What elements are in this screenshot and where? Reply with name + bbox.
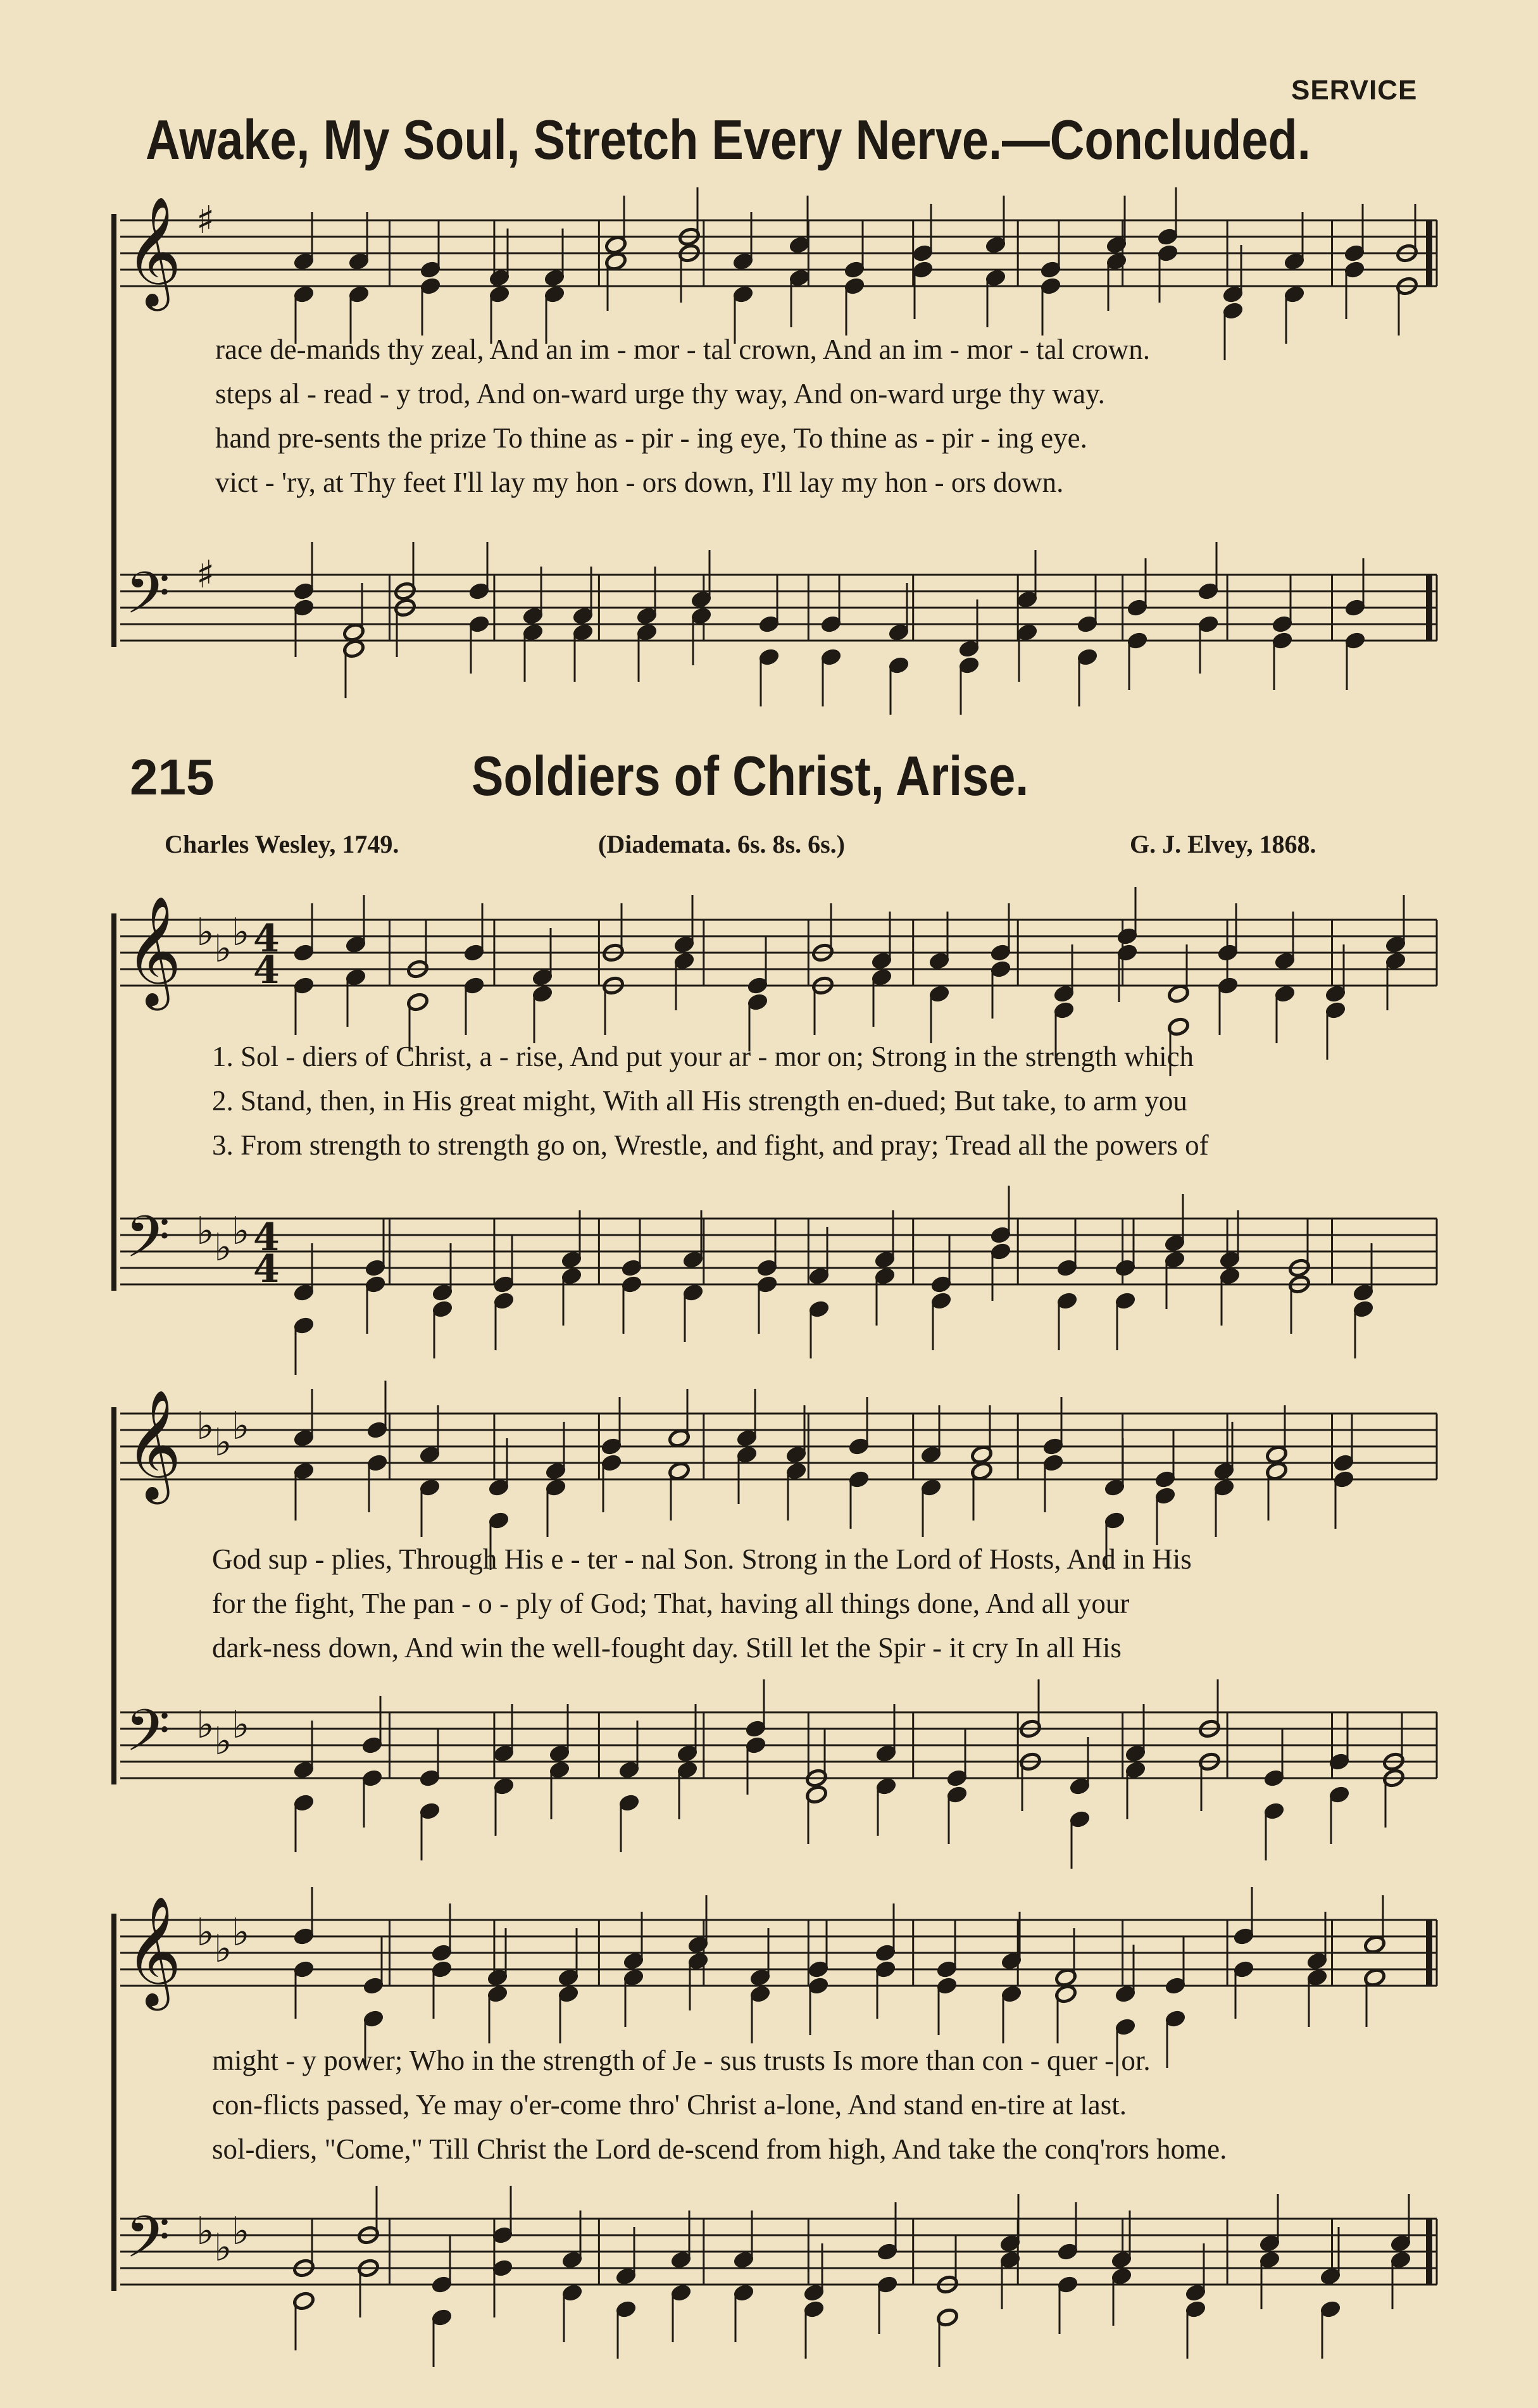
bass-clef-icon: 𝄢 (125, 1697, 170, 1778)
verse-line: sol-diers, "Come," Till Christ the Lord de-scend from high, And take the conq'rors home. (212, 2133, 1227, 2165)
verse-line: God sup - plies, Through His e - ter - nal Son. Strong in the Lord of Hosts, And in His (212, 1543, 1192, 1575)
flat-icon: ♭ (196, 910, 215, 955)
flat-icon: ♭ (232, 2209, 250, 2254)
flat-icon: ♭ (214, 1420, 232, 1465)
verse-line: race de-mands thy zeal, And an im - mor - tal crown, And an im - mor - tal crown. (215, 334, 1151, 365)
treble-clef-icon: 𝄞 (125, 196, 182, 306)
flat-icon: ♭ (232, 1703, 250, 1747)
verse-line: for the fight, The pan - o - ply of God; That, having all things done, And all your (212, 1588, 1130, 1619)
treble-clef-icon: 𝄞 (125, 896, 182, 1006)
verse-line: 2. Stand, then, in His great might, With all His strength en-dued; But take, to arm you (212, 1085, 1187, 1117)
time-signature: 4 (253, 1247, 280, 1291)
flat-icon: ♭ (214, 1927, 232, 1971)
treble-clef-icon: 𝄞 (125, 1389, 182, 1500)
verse-line: 1. Sol - diers of Christ, a - rise, And put your ar - mor on; Strong in the strength which (212, 1041, 1194, 1072)
bass-clef-icon: 𝄢 (125, 1203, 170, 1284)
hymn-author: Charles Wesley, 1749. (165, 830, 399, 858)
flat-icon: ♭ (214, 1719, 232, 1764)
flat-icon: ♭ (214, 2226, 232, 2270)
flat-icon: ♭ (196, 1910, 215, 1955)
verse-line: dark-ness down, And win the well-fought day. Still let the Spir - it cry In all His (212, 1632, 1122, 1664)
time-signature: 4 (253, 1215, 280, 1260)
section-tag: SERVICE (1291, 75, 1418, 106)
flat-icon: ♭ (232, 1910, 250, 1955)
flat-icon: ♭ (214, 1226, 232, 1270)
verse-line: steps al - read - y trod, And on-ward urge thy way, And on-ward urge thy way. (215, 378, 1105, 410)
prev-hymn-lyrics (215, 327, 1150, 505)
time-signature: 4 (253, 917, 280, 961)
hymn-lyrics-system-3 (212, 2038, 1227, 2171)
verse-line: might - y power; Who in the strength of Je - sus trusts Is more than con - quer - or. (212, 2045, 1151, 2076)
hymn-title: Soldiers of Christ, Arise. (472, 744, 1029, 807)
flat-icon: ♭ (214, 927, 232, 971)
flat-icon: ♭ (232, 910, 250, 955)
hymn-number: 215 (130, 749, 215, 805)
flat-icon: ♭ (196, 2209, 215, 2254)
bass-clef-icon: 𝄢 (125, 560, 170, 641)
sharp-icon: ♯ (196, 198, 215, 242)
flat-icon: ♭ (232, 1209, 250, 1253)
sharp-icon: ♯ (196, 553, 215, 597)
verse-line: vict - 'ry, at Thy feet I'll lay my hon - ors down, I'll lay my hon - ors down. (215, 467, 1064, 498)
hymn-lyrics-system-1 (212, 1034, 1209, 1167)
flat-icon: ♭ (196, 1404, 215, 1448)
treble-clef-icon: 𝄞 (125, 1896, 182, 2006)
prev-hymn-title: Awake, My Soul, Stretch Every Nerve.—Concluded. (146, 108, 1311, 171)
hymn-lyrics-system-2 (212, 1537, 1192, 1670)
verse-line: hand pre-sents the prize To thine as - pir - ing eye, To thine as - pir - ing eye. (215, 422, 1087, 454)
hymn-composer: G. J. Elvey, 1868. (1130, 830, 1316, 858)
bass-clef-icon: 𝄢 (125, 2204, 170, 2285)
flat-icon: ♭ (232, 1404, 250, 1448)
verse-line: con-flicts passed, Ye may o'er-come thro' Christ a-lone, And stand en-tire at last. (212, 2089, 1127, 2121)
flat-icon: ♭ (196, 1703, 215, 1747)
verse-line: 3. From strength to strength go on, Wrestle, and fight, and pray; Tread all the powers of (212, 1129, 1209, 1161)
time-signature: 4 (253, 948, 280, 993)
hymn-tune: (Diademata. 6s. 8s. 6s.) (598, 830, 845, 858)
flat-icon: ♭ (196, 1209, 215, 1253)
